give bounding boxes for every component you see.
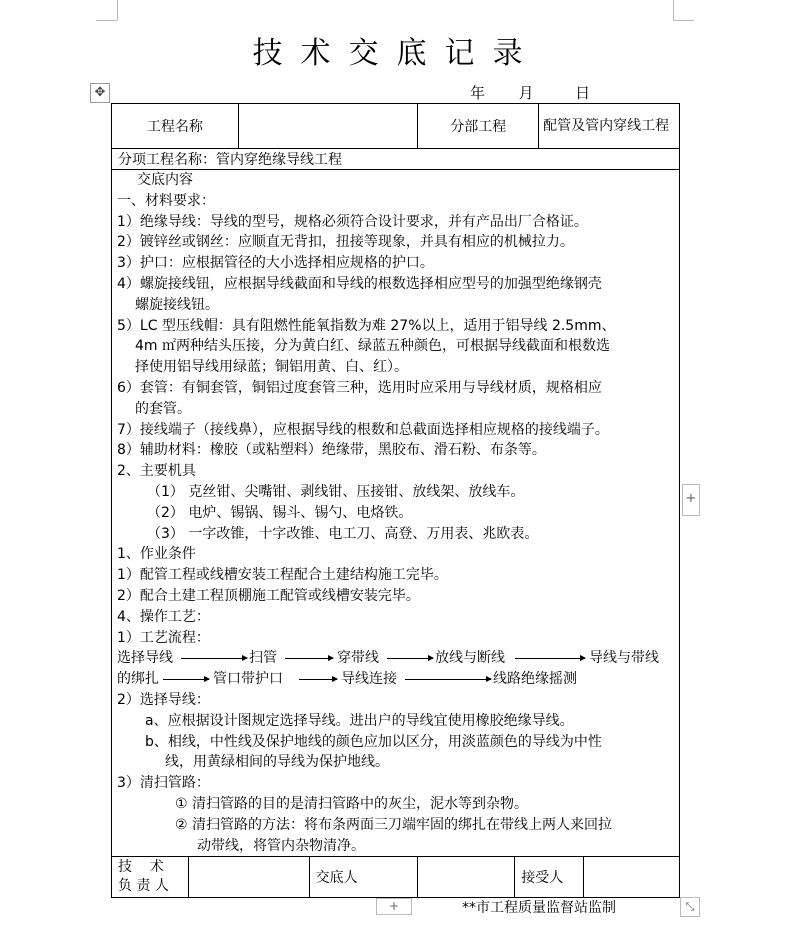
flow-step: 线路绝缘摇测 bbox=[493, 671, 577, 688]
tool-item: （2） 电炉、锡锅、锡斗、锡勺、电烙铁。 bbox=[147, 504, 413, 521]
discloser-label: 交底人 bbox=[309, 857, 418, 898]
content-line: 2）配合土建工程顶棚施工配管或线槽安装完毕。 bbox=[117, 587, 420, 604]
sub-project-name[interactable]: 分项工程名称：管内穿绝缘导线工程 bbox=[112, 149, 680, 170]
page-corner-mark bbox=[673, 20, 694, 21]
page-corner-mark bbox=[117, 0, 118, 20]
process-flow-row-2 bbox=[117, 669, 673, 690]
page-corner-mark bbox=[96, 20, 117, 21]
content-line: 7）接线端子（接线鼻），应根据导线的根数和总截面选择相应规格的接线端子。 bbox=[117, 421, 609, 438]
document-title: 技术交底记录 bbox=[252, 36, 541, 71]
content-line: b、相线，中性线及保护地线的颜色应加以区分，用淡蓝颜色的导线为中性 bbox=[145, 733, 602, 750]
tool-item: （1） 克丝钳、尖嘴钳、剥线钳、压接钳、放线架、放线车。 bbox=[147, 483, 525, 500]
content-line: 1）配管工程或线槽安装工程配合土建结构施工完毕。 bbox=[117, 567, 448, 584]
tech-lead-field[interactable] bbox=[188, 857, 309, 898]
flow-arrow-icon bbox=[181, 658, 247, 659]
footer-supervisor: **市工程质量监督站监制 bbox=[462, 900, 616, 916]
content-line: ① 清扫管路的目的是清扫管路中的灰尘，泥水等到杂物。 bbox=[175, 795, 528, 812]
content-line: 动带线，将管内杂物清净。 bbox=[197, 837, 365, 854]
content-line: 6）套管：有铜套管，铜铝过度套管三种，选用时应采用与导线材质，规格相应 bbox=[117, 379, 602, 396]
content-line: 线，用黄绿相间的导线为保护地线。 bbox=[165, 754, 389, 771]
flow-step: 穿带线 bbox=[337, 650, 379, 667]
tech-lead-label-line: 负 责 人 bbox=[118, 878, 169, 895]
tech-lead-label-line: 技 术 bbox=[118, 859, 164, 876]
content-line: 螺旋接线钮。 bbox=[135, 296, 219, 313]
content-line: a、应根据设计图规定选择导线。进出户的导线宜使用橡胶绝缘导线。 bbox=[145, 712, 574, 729]
content-line: 3）清扫管路： bbox=[117, 775, 210, 792]
date-year: 年 bbox=[470, 84, 486, 102]
content-line: 3）护口：应根据管径的大小选择相应规格的护口。 bbox=[117, 255, 434, 272]
flow-step: 放线与断线 bbox=[435, 650, 505, 667]
section-heading: 2、主要机具 bbox=[117, 463, 196, 480]
date-month: 月 bbox=[518, 84, 534, 102]
division-label: 分部工程 bbox=[418, 104, 539, 149]
content-line: 5）LC 型压线帽：具有阻燃性能氧指数为难 27%以上，适用于铝导线 2.5mm、 bbox=[117, 317, 616, 334]
content-line: 2）选择导线： bbox=[117, 691, 210, 708]
section-heading: 4、操作工艺： bbox=[117, 608, 210, 625]
content-line: 1）绝缘导线：导线的型号，规格必须符合设计要求，并有产品出厂合格证。 bbox=[117, 213, 588, 230]
flow-arrow-icon bbox=[515, 658, 585, 659]
content-heading: 交底内容 bbox=[137, 172, 193, 188]
flow-arrow-icon bbox=[405, 679, 491, 680]
receiver-label: 接受人 bbox=[515, 857, 584, 897]
flow-step: 扫管 bbox=[249, 650, 277, 667]
table-resize-icon[interactable]: ⤡ bbox=[680, 897, 700, 917]
content-line: 2）镀锌丝或钢丝：应顺直无背扣，扭接等现象，并具有相应的机械拉力。 bbox=[117, 234, 574, 251]
content-line: 4m ㎡两种结头压接，分为黄白红、绿蓝五种颜色，可根据导线截面和根数选 bbox=[135, 338, 610, 355]
tech-lead-label bbox=[112, 857, 189, 898]
date-day: 日 bbox=[575, 84, 591, 102]
table-move-handle-icon[interactable]: ✥ bbox=[90, 83, 110, 103]
flow-step: 导线与带线 bbox=[589, 650, 659, 667]
content-line: 8）辅助材料：橡胶（或粘塑料）绝缘带，黑胶布、滑石粉、布条等。 bbox=[117, 442, 546, 459]
process-flow-row-1 bbox=[117, 648, 673, 669]
section-heading: 一、材料要求： bbox=[117, 192, 215, 209]
flow-step: 管口带护口 bbox=[213, 671, 283, 688]
content-line: 4）螺旋接线钮，应根据导线截面和导线的根数选择相应型号的加强型绝缘钢壳 bbox=[117, 275, 602, 292]
add-row-icon[interactable]: + bbox=[376, 898, 412, 915]
flow-step: 导线连接 bbox=[341, 671, 397, 688]
record-table bbox=[111, 103, 680, 898]
content-line: 择使用铝导线用绿蓝；铜铝用黄、白、红）。 bbox=[135, 359, 408, 376]
page-corner-mark bbox=[673, 0, 674, 20]
date-row bbox=[470, 82, 590, 103]
receiver-cell[interactable] bbox=[515, 857, 680, 898]
division-field[interactable]: 配管及管内穿线工程 bbox=[539, 104, 680, 149]
content-line: ② 清扫管路的方法：将布条两面三刀端牢固的绑扎在带线上两人来回拉 bbox=[175, 816, 612, 833]
flow-arrow-icon bbox=[163, 679, 209, 680]
section-heading: 1、作业条件 bbox=[117, 546, 196, 563]
project-name-label: 工程名称 bbox=[112, 104, 239, 149]
discloser-field[interactable] bbox=[418, 857, 515, 898]
content-line: 的套管。 bbox=[135, 400, 191, 417]
flow-arrow-icon bbox=[285, 658, 333, 659]
flow-step: 选择导线 bbox=[117, 650, 173, 667]
disclosure-content[interactable] bbox=[112, 170, 680, 857]
add-column-icon[interactable]: + bbox=[682, 484, 700, 516]
flow-arrow-icon bbox=[299, 679, 337, 680]
content-line: 1）工艺流程： bbox=[117, 629, 210, 646]
receiver-field[interactable] bbox=[584, 857, 679, 897]
project-name-field[interactable] bbox=[238, 104, 418, 149]
flow-step: 的绑扎 bbox=[117, 671, 159, 688]
tool-item: （3） 一字改锥，十字改锥、电工刀、高登、万用表、兆欧表。 bbox=[147, 525, 539, 542]
flow-arrow-icon bbox=[387, 658, 433, 659]
